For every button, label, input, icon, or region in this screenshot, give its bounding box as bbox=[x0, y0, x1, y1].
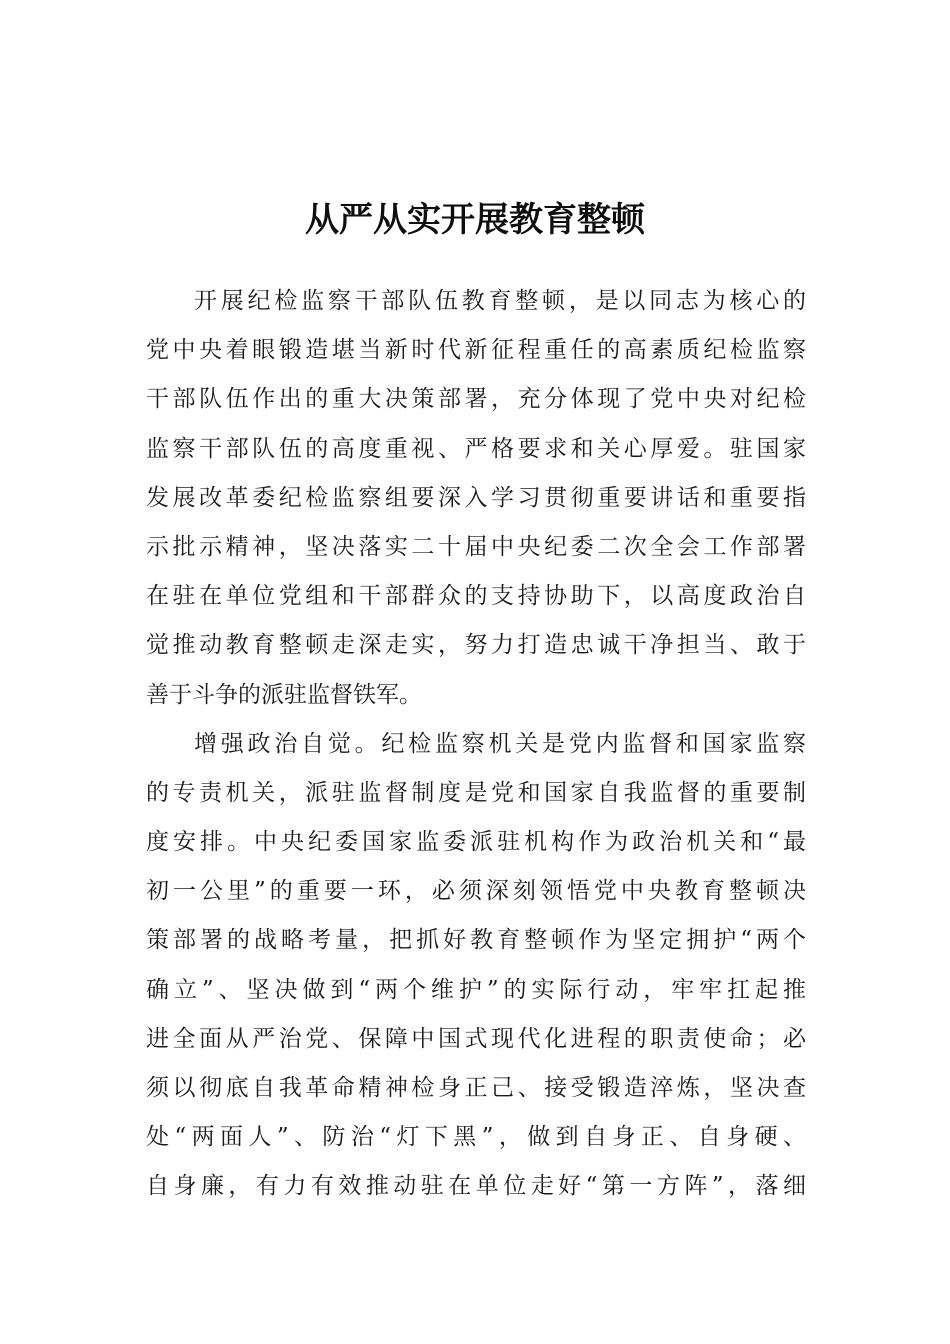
text-line: 在驻在单位党组和干部群众的支持协助下，以高度政治自 bbox=[146, 583, 806, 610]
text-line: 善于斗争的派驻监督铁军。 bbox=[146, 681, 422, 708]
text-line: 自身廉，有力有效推动驻在单位走好“第一方阵”，落细 bbox=[146, 1173, 806, 1200]
text-line: 觉推动教育整顿走深走实，努力打造忠诚干净担当、敢于 bbox=[146, 632, 806, 659]
text-line: 党中央着眼锻造堪当新时代新征程重任的高素质纪检监察 bbox=[146, 337, 806, 364]
text-line: 的专责机关，派驻监督制度是党和国家自我监督的重要制 bbox=[146, 779, 806, 806]
text-line: 须以彻底自我革命精神检身正己、接受锻造淬炼，坚决查 bbox=[146, 1075, 806, 1101]
text-line: 示批示精神，坚决落实二十届中央纪委二次全会工作部署 bbox=[146, 533, 806, 560]
text-line: 度安排。中央纪委国家监委派驻机构作为政治机关和“最 bbox=[146, 829, 806, 856]
text-line: 开展纪检监察干部队伍教育整顿，是以同志为核心的 bbox=[194, 288, 806, 314]
text-line: 干部队伍作出的重大决策部署，充分体现了党中央对纪检 bbox=[146, 386, 806, 413]
document-body bbox=[146, 277, 806, 1212]
paragraph-2 bbox=[146, 720, 806, 1212]
document-title: 从严从实开展教育整顿 bbox=[305, 199, 645, 240]
text-line: 监察干部队伍的高度重视、严格要求和关心厚爱。驻国家 bbox=[146, 435, 806, 462]
text-line: 处“两面人”、防治“灯下黑”，做到自身正、自身硬、 bbox=[146, 1124, 806, 1151]
text-line: 增强政治自觉。纪检监察机关是党内监督和国家监察 bbox=[194, 730, 806, 757]
text-line: 策部署的战略考量，把抓好教育整顿作为坚定拥护“两个 bbox=[146, 927, 806, 954]
paragraph-1 bbox=[146, 277, 806, 720]
text-line: 初一公里”的重要一环，必须深刻领悟党中央教育整顿决 bbox=[146, 878, 806, 905]
text-line: 确立”、坚决做到“两个维护”的实际行动，牢牢扛起推 bbox=[146, 976, 806, 1003]
text-line: 进全面从严治党、保障中国式现代化进程的职责使命；必 bbox=[146, 1025, 806, 1052]
text-line: 发展改革委纪检监察组要深入学习贯彻重要讲话和重要指 bbox=[146, 484, 806, 511]
